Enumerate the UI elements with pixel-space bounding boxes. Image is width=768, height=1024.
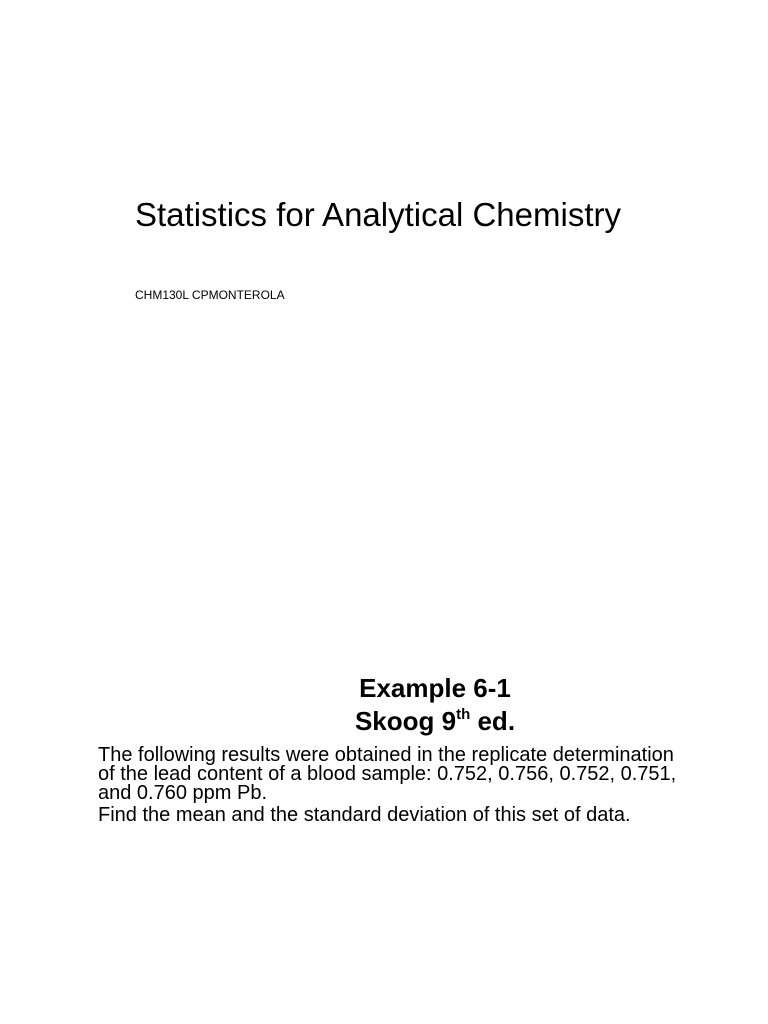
example-source: [355, 706, 515, 736]
problem-paragraph-2: Find the mean and the standard deviation of this set of data.: [98, 804, 631, 826]
problem-text: [98, 746, 678, 828]
example-number: Example 6-1: [359, 673, 511, 703]
example-heading: [330, 672, 540, 738]
source-superscript: th: [456, 706, 471, 723]
slide-title: Statistics for Analytical Chemistry: [135, 196, 621, 233]
source-prefix: Skoog 9: [354, 706, 457, 736]
problem-paragraph-1: The following results were obtained in the replicate determination of the lead content of a blood sample: 0.752, 0.756, 0.752, 0.751, and 0.760 ppm Pb.: [98, 744, 677, 804]
slide-subtitle: CHM130L CPMONTEROLA: [135, 288, 285, 302]
source-suffix: ed.: [470, 706, 516, 736]
example-slide: [0, 512, 768, 1024]
